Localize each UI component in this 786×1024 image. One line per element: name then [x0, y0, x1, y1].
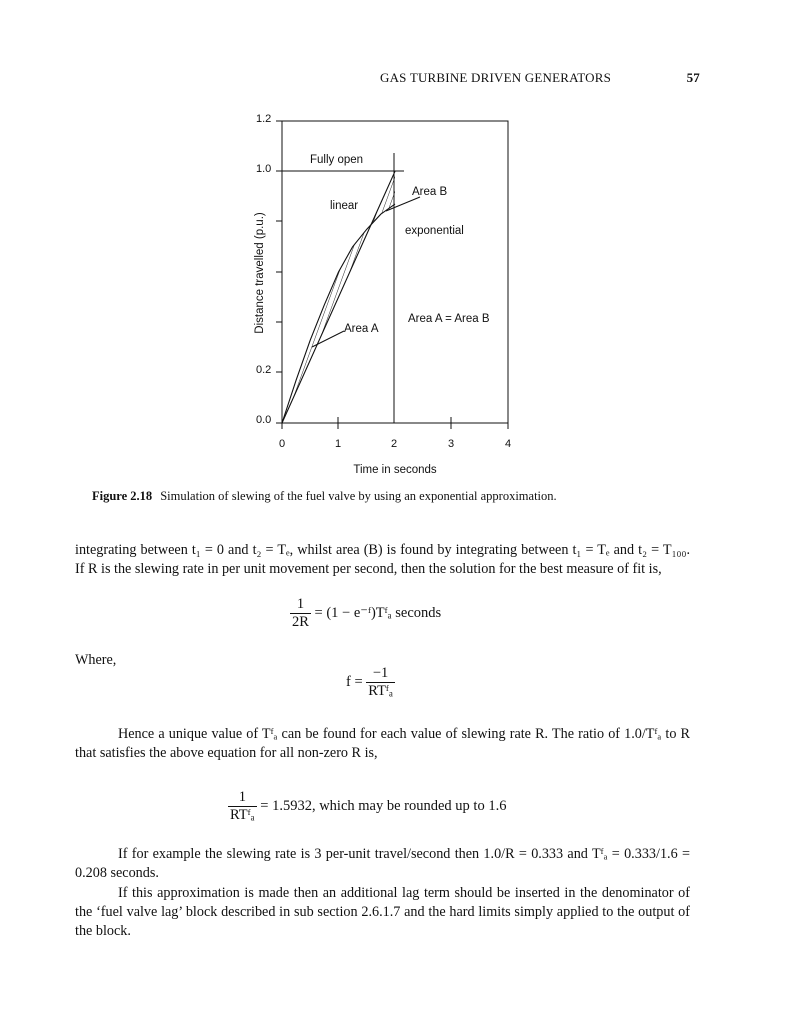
equation-2-numerator: −1: [372, 665, 389, 681]
area-b-label: Area B: [412, 186, 448, 198]
y-tick-label-0.0: 0.0: [256, 414, 272, 426]
figure-caption: [92, 489, 712, 504]
x-tick-label-0: 0: [278, 438, 286, 450]
equation-1-rhs: = (1 − e⁻ᶠ)Tᶠₐ seconds: [314, 604, 442, 621]
paragraph-4: If this approximation is made then an additional lag term should be inserted in the denominator of the ‘fuel valve lag’ block described in sub section 2.6.1.7 and the hard limits simply applied to the output of the block.: [75, 885, 690, 939]
x-tick-label-2: 2: [390, 438, 398, 450]
equation-3-numerator: 1: [238, 789, 246, 805]
figure-caption-text: Simulation of slewing of the fuel valve by using an exponential approximation.: [160, 489, 557, 503]
area-a-label: Area A: [344, 323, 379, 335]
equation-3-fraction: [228, 789, 257, 824]
x-tick-label-3: 3: [447, 438, 455, 450]
equation-3: [228, 789, 506, 824]
exponential-series-line: [282, 204, 395, 423]
x-tick-label-1: 1: [334, 438, 342, 450]
area-equality-label: Area A = Area B: [408, 313, 490, 325]
equation-2: [346, 665, 395, 700]
equation-1-fraction: [290, 596, 311, 631]
area-a-hatch: [282, 247, 353, 423]
equation-3-rhs: = 1.5932, which may be rounded up to 1.6: [260, 797, 507, 814]
equation-2-lhs: f =: [346, 673, 363, 690]
figure-chart: [240, 105, 530, 480]
running-header-title: GAS TURBINE DRIVEN GENERATORS: [380, 70, 612, 85]
y-tick-label-0.2: 0.2: [256, 364, 272, 376]
y-axis-ticks: [276, 121, 282, 423]
x-tick-labels: [279, 438, 511, 450]
x-axis-label: Time in seconds: [353, 464, 437, 476]
y-tick-label-1.2: 1.2: [256, 113, 272, 125]
exponential-label: exponential: [405, 225, 464, 237]
figure-caption-label: Figure 2.18: [92, 489, 153, 503]
equation-1-denominator: 2R: [292, 614, 309, 630]
equation-2-fraction: [366, 665, 395, 700]
annotations: [310, 154, 490, 335]
equation-2-denominator: RTᶠₐ: [368, 683, 393, 699]
y-tick-label-1.0: 1.0: [256, 163, 272, 175]
where-label: Where,: [75, 652, 117, 668]
paragraph-1: integrating between t₁ = 0 and t₂ = Tₑ, whilst area (B) is found by integrating between t₁ = Tₑ and t₂ = T₁₀₀. If R is the slewing rate in per unit movement per second, then the solution for the best measure of fit is,: [75, 542, 690, 577]
y-axis-label: Distance travelled (p.u.): [254, 212, 266, 334]
paragraph-3: If for example the slewing rate is 3 per-unit travel/second then 1.0/R = 0.333 and Tᶠₐ = 0.333/1.6 = 0.208 seconds.: [75, 846, 690, 881]
equation-1-numerator: 1: [296, 596, 305, 612]
linear-label: linear: [330, 200, 359, 212]
x-tick-label-4: 4: [504, 438, 512, 450]
equation-3-denominator: RTᶠₐ: [230, 807, 255, 823]
fully-open-label: Fully open: [310, 154, 364, 166]
paragraph-2: Hence a unique value of Tᶠₐ can be found for each value of slewing rate R. The ratio of 1.0/Tᶠₐ to R that satisfies the above equation for all non-zero R is,: [75, 726, 690, 761]
page-number: 57: [686, 70, 700, 85]
equation-1: [290, 596, 441, 631]
plot-frame: [282, 121, 508, 423]
